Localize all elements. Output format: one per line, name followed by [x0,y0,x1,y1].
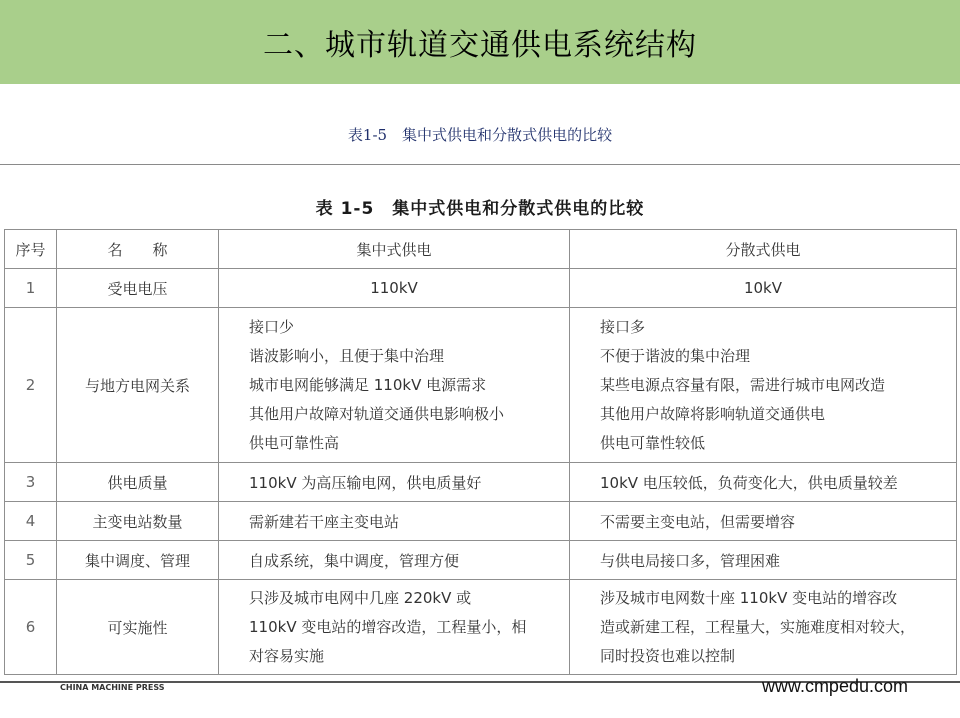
row-central [219,463,570,502]
row-name: 主变电站数量 [57,502,219,541]
cell-line: 谐波影响小，且便于集中治理 [249,346,445,365]
cell-line: 其他用户故障对轨道交通供电影响极小 [249,404,505,423]
cell-line: 涉及城市电网数十座 110kV 变电站的增容改 [600,588,898,607]
table-row [5,463,957,502]
cell-line: 只涉及城市电网中几座 220kV 或 [249,588,472,607]
header-name: 名 称 [57,230,219,269]
cell-line: 10kV 电压较低，负荷变化大，供电质量较差 [600,473,898,492]
header-central: 集中式供电 [219,230,570,269]
cell-line: 接口多 [600,317,646,336]
row-num: 3 [5,463,57,502]
cell-line: 同时投资也难以控制 [600,646,736,665]
row-distributed [570,580,957,675]
cell-line: 需新建若干座主变电站 [249,512,400,531]
row-name: 可实施性 [57,580,219,675]
cell-line: 对容易实施 [249,646,325,665]
row-num: 4 [5,502,57,541]
slide-title: 二、城市轨道交通供电系统结构 [263,28,697,63]
table-title: 表 1-5 集中式供电和分散式供电的比较 [315,199,645,219]
cell-line: 供电可靠性较低 [600,433,706,452]
cell-line: 其他用户故障将影响轨道交通供电 [600,404,826,423]
cell-line: 某些电源点容量有限，需进行城市电网改造 [600,375,886,394]
row-distributed [570,502,957,541]
row-name: 受电电压 [57,269,219,308]
row-num: 2 [5,308,57,463]
row-distributed [570,269,957,308]
cell-line: 110kV 变电站的增容改造，工程量小，相 [249,617,527,636]
header-distributed: 分散式供电 [570,230,957,269]
row-central [219,502,570,541]
row-central [219,580,570,675]
cell-line: 供电可靠性高 [249,433,340,452]
row-central [219,269,570,308]
title-bar [0,0,960,84]
row-name: 供电质量 [57,463,219,502]
cell-line: 10kV [743,279,783,297]
website-url: www.cmpedu.com [761,676,908,696]
table-row [5,308,957,463]
slide-caption: 表1-5 集中式供电和分散式供电的比较 [347,126,613,144]
row-num: 1 [5,269,57,308]
table-row [5,269,957,308]
header-num: 序号 [5,230,57,269]
cell-line: 造或新建工程，工程量大，实施难度相对较大， [600,617,916,636]
cell-line: 110kV [370,279,418,297]
publisher-logo-text: CHINA MACHINE PRESS [60,683,165,692]
row-distributed [570,308,957,463]
cell-line: 不需要主变电站，但需要增容 [600,512,796,531]
table-row [5,541,957,580]
row-num: 5 [5,541,57,580]
table-row [5,580,957,675]
row-name: 与地方电网关系 [57,308,219,463]
row-distributed [570,541,957,580]
top-divider [0,164,960,165]
row-name: 集中调度、管理 [57,541,219,580]
cell-line: 自成系统，集中调度，管理方便 [249,551,460,570]
table-row [5,502,957,541]
row-num: 6 [5,580,57,675]
cell-line: 不便于谐波的集中治理 [600,346,751,365]
cell-line: 接口少 [249,317,295,336]
row-distributed [570,463,957,502]
cell-line: 城市电网能够满足 110kV 电源需求 [249,375,487,394]
row-central [219,541,570,580]
row-central [219,308,570,463]
comparison-table [4,229,957,675]
table-header-row [5,230,957,269]
cell-line: 与供电局接口多，管理困难 [600,551,781,570]
cell-line: 110kV 为高压输电网，供电质量好 [249,473,482,492]
